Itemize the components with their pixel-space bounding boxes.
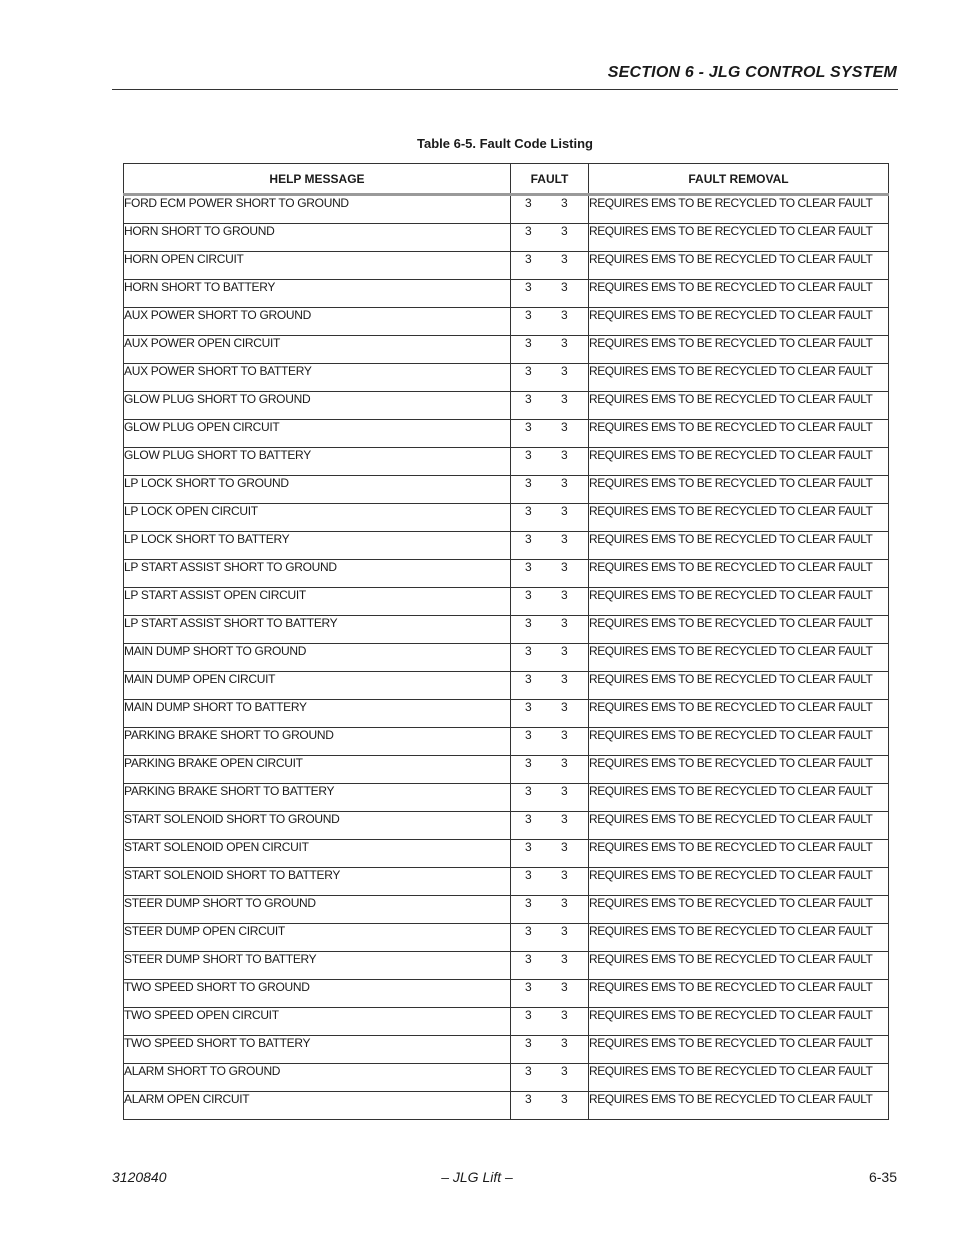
table-row <box>124 476 889 504</box>
fault-digit-1: 3 <box>525 616 532 630</box>
table-row <box>124 784 889 812</box>
fault-cell <box>511 840 589 868</box>
fault-digit-1: 3 <box>525 1064 532 1078</box>
fault-cell <box>511 924 589 952</box>
fault-code-table <box>123 163 889 1120</box>
table-header-row <box>124 164 889 195</box>
fault-digit-1: 3 <box>525 812 532 826</box>
fault-cell <box>511 1064 589 1092</box>
fault-cell <box>511 476 589 504</box>
fault-cell <box>511 195 589 224</box>
fault-digit-2: 3 <box>561 896 568 910</box>
fault-digit-2: 3 <box>561 588 568 602</box>
table-row <box>124 224 889 252</box>
table-row <box>124 952 889 980</box>
fault-removal-cell: REQUIRES EMS TO BE RECYCLED TO CLEAR FAULT <box>589 448 889 476</box>
fault-cell <box>511 280 589 308</box>
help-message-cell: TWO SPEED SHORT TO GROUND <box>124 980 511 1008</box>
fault-removal-cell: REQUIRES EMS TO BE RECYCLED TO CLEAR FAULT <box>589 728 889 756</box>
table-row <box>124 1092 889 1120</box>
column-header-fault-removal: FAULT REMOVAL <box>589 164 889 195</box>
table-row <box>124 504 889 532</box>
fault-digit-1: 3 <box>525 952 532 966</box>
fault-cell <box>511 1036 589 1064</box>
table-row <box>124 1036 889 1064</box>
help-message-cell: AUX POWER SHORT TO BATTERY <box>124 364 511 392</box>
table-row <box>124 588 889 616</box>
fault-digit-2: 3 <box>561 1008 568 1022</box>
fault-removal-cell: REQUIRES EMS TO BE RECYCLED TO CLEAR FAULT <box>589 840 889 868</box>
fault-digit-1: 3 <box>525 448 532 462</box>
fault-removal-cell: REQUIRES EMS TO BE RECYCLED TO CLEAR FAULT <box>589 336 889 364</box>
table-row <box>124 840 889 868</box>
table-row <box>124 448 889 476</box>
fault-digit-1: 3 <box>525 868 532 882</box>
fault-digit-2: 3 <box>561 308 568 322</box>
fault-digit-1: 3 <box>525 1036 532 1050</box>
fault-digit-1: 3 <box>525 840 532 854</box>
fault-cell <box>511 672 589 700</box>
fault-digit-2: 3 <box>561 1092 568 1106</box>
fault-digit-1: 3 <box>525 784 532 798</box>
fault-removal-cell: REQUIRES EMS TO BE RECYCLED TO CLEAR FAULT <box>589 420 889 448</box>
table-row <box>124 532 889 560</box>
fault-removal-cell: REQUIRES EMS TO BE RECYCLED TO CLEAR FAULT <box>589 364 889 392</box>
help-message-cell: PARKING BRAKE SHORT TO GROUND <box>124 728 511 756</box>
fault-digit-2: 3 <box>561 672 568 686</box>
fault-digit-1: 3 <box>525 392 532 406</box>
help-message-cell: GLOW PLUG OPEN CIRCUIT <box>124 420 511 448</box>
fault-removal-cell: REQUIRES EMS TO BE RECYCLED TO CLEAR FAULT <box>589 224 889 252</box>
fault-digit-1: 3 <box>525 560 532 574</box>
help-message-cell: HORN SHORT TO BATTERY <box>124 280 511 308</box>
fault-cell <box>511 560 589 588</box>
fault-removal-cell: REQUIRES EMS TO BE RECYCLED TO CLEAR FAULT <box>589 980 889 1008</box>
fault-digit-2: 3 <box>561 280 568 294</box>
table-row <box>124 420 889 448</box>
fault-digit-2: 3 <box>561 700 568 714</box>
help-message-cell: LP START ASSIST OPEN CIRCUIT <box>124 588 511 616</box>
fault-digit-1: 3 <box>525 336 532 350</box>
document-number: 3120840 <box>112 1169 167 1185</box>
fault-digit-2: 3 <box>561 336 568 350</box>
fault-digit-1: 3 <box>525 588 532 602</box>
fault-cell <box>511 952 589 980</box>
fault-digit-2: 3 <box>561 952 568 966</box>
fault-cell <box>511 980 589 1008</box>
fault-cell <box>511 420 589 448</box>
fault-removal-cell: REQUIRES EMS TO BE RECYCLED TO CLEAR FAULT <box>589 280 889 308</box>
help-message-cell: MAIN DUMP SHORT TO BATTERY <box>124 700 511 728</box>
table-row <box>124 924 889 952</box>
fault-digit-1: 3 <box>525 700 532 714</box>
help-message-cell: ALARM SHORT TO GROUND <box>124 1064 511 1092</box>
fault-removal-cell: REQUIRES EMS TO BE RECYCLED TO CLEAR FAULT <box>589 1008 889 1036</box>
table-row <box>124 252 889 280</box>
fault-cell <box>511 336 589 364</box>
fault-removal-cell: REQUIRES EMS TO BE RECYCLED TO CLEAR FAULT <box>589 252 889 280</box>
fault-removal-cell: REQUIRES EMS TO BE RECYCLED TO CLEAR FAULT <box>589 560 889 588</box>
fault-cell <box>511 392 589 420</box>
fault-digit-2: 3 <box>561 616 568 630</box>
table-row <box>124 392 889 420</box>
fault-digit-2: 3 <box>561 812 568 826</box>
fault-removal-cell: REQUIRES EMS TO BE RECYCLED TO CLEAR FAULT <box>589 644 889 672</box>
fault-removal-cell: REQUIRES EMS TO BE RECYCLED TO CLEAR FAULT <box>589 952 889 980</box>
help-message-cell: AUX POWER OPEN CIRCUIT <box>124 336 511 364</box>
fault-cell <box>511 308 589 336</box>
fault-cell <box>511 364 589 392</box>
fault-digit-2: 3 <box>561 728 568 742</box>
fault-cell <box>511 504 589 532</box>
table-row <box>124 336 889 364</box>
table-row <box>124 560 889 588</box>
fault-digit-2: 3 <box>561 392 568 406</box>
help-message-cell: GLOW PLUG SHORT TO GROUND <box>124 392 511 420</box>
fault-cell <box>511 252 589 280</box>
fault-digit-2: 3 <box>561 868 568 882</box>
fault-removal-cell: REQUIRES EMS TO BE RECYCLED TO CLEAR FAULT <box>589 308 889 336</box>
section-title: SECTION 6 - JLG CONTROL SYSTEM <box>607 64 897 81</box>
help-message-cell: MAIN DUMP SHORT TO GROUND <box>124 644 511 672</box>
fault-removal-cell: REQUIRES EMS TO BE RECYCLED TO CLEAR FAULT <box>589 392 889 420</box>
fault-removal-cell: REQUIRES EMS TO BE RECYCLED TO CLEAR FAULT <box>589 868 889 896</box>
table-row <box>124 364 889 392</box>
help-message-cell: TWO SPEED OPEN CIRCUIT <box>124 1008 511 1036</box>
help-message-cell: PARKING BRAKE OPEN CIRCUIT <box>124 756 511 784</box>
fault-cell <box>511 224 589 252</box>
fault-digit-1: 3 <box>525 532 532 546</box>
fault-removal-cell: REQUIRES EMS TO BE RECYCLED TO CLEAR FAULT <box>589 924 889 952</box>
fault-digit-2: 3 <box>561 560 568 574</box>
table-row <box>124 672 889 700</box>
fault-digit-2: 3 <box>561 504 568 518</box>
fault-digit-1: 3 <box>525 756 532 770</box>
fault-digit-1: 3 <box>525 504 532 518</box>
fault-digit-2: 3 <box>561 532 568 546</box>
help-message-cell: HORN OPEN CIRCUIT <box>124 252 511 280</box>
help-message-cell: LP START ASSIST SHORT TO GROUND <box>124 560 511 588</box>
page-number: 6-35 <box>868 1169 897 1185</box>
fault-removal-cell: REQUIRES EMS TO BE RECYCLED TO CLEAR FAULT <box>589 588 889 616</box>
help-message-cell: HORN SHORT TO GROUND <box>124 224 511 252</box>
fault-cell <box>511 700 589 728</box>
table-row <box>124 1064 889 1092</box>
table-row <box>124 812 889 840</box>
help-message-cell: START SOLENOID SHORT TO GROUND <box>124 812 511 840</box>
fault-removal-cell: REQUIRES EMS TO BE RECYCLED TO CLEAR FAULT <box>589 784 889 812</box>
fault-digit-2: 3 <box>561 840 568 854</box>
column-header-help-message: HELP MESSAGE <box>124 164 511 195</box>
help-message-cell: TWO SPEED SHORT TO BATTERY <box>124 1036 511 1064</box>
fault-digit-2: 3 <box>561 252 568 266</box>
help-message-cell: LP LOCK SHORT TO BATTERY <box>124 532 511 560</box>
table-row <box>124 1008 889 1036</box>
header-divider <box>112 89 898 90</box>
table-row <box>124 896 889 924</box>
fault-digit-1: 3 <box>525 924 532 938</box>
help-message-cell: LP LOCK SHORT TO GROUND <box>124 476 511 504</box>
fault-cell <box>511 644 589 672</box>
fault-removal-cell: REQUIRES EMS TO BE RECYCLED TO CLEAR FAULT <box>589 1064 889 1092</box>
fault-cell <box>511 896 589 924</box>
fault-removal-cell: REQUIRES EMS TO BE RECYCLED TO CLEAR FAULT <box>589 1036 889 1064</box>
fault-digit-2: 3 <box>561 476 568 490</box>
fault-cell <box>511 728 589 756</box>
fault-digit-2: 3 <box>561 756 568 770</box>
fault-digit-1: 3 <box>525 420 532 434</box>
help-message-cell: LP LOCK OPEN CIRCUIT <box>124 504 511 532</box>
fault-digit-1: 3 <box>525 1008 532 1022</box>
table-row <box>124 868 889 896</box>
fault-digit-2: 3 <box>561 924 568 938</box>
fault-removal-cell: REQUIRES EMS TO BE RECYCLED TO CLEAR FAULT <box>589 756 889 784</box>
footer-brand: – JLG Lift – <box>441 1169 513 1185</box>
fault-digit-1: 3 <box>525 364 532 378</box>
table-row <box>124 700 889 728</box>
fault-cell <box>511 1008 589 1036</box>
fault-cell <box>511 588 589 616</box>
fault-removal-cell: REQUIRES EMS TO BE RECYCLED TO CLEAR FAULT <box>589 616 889 644</box>
help-message-cell: FORD ECM POWER SHORT TO GROUND <box>124 195 511 224</box>
fault-removal-cell: REQUIRES EMS TO BE RECYCLED TO CLEAR FAULT <box>589 476 889 504</box>
fault-digit-2: 3 <box>561 784 568 798</box>
help-message-cell: GLOW PLUG SHORT TO BATTERY <box>124 448 511 476</box>
table-row <box>124 644 889 672</box>
fault-removal-cell: REQUIRES EMS TO BE RECYCLED TO CLEAR FAULT <box>589 672 889 700</box>
fault-removal-cell: REQUIRES EMS TO BE RECYCLED TO CLEAR FAULT <box>589 532 889 560</box>
fault-digit-1: 3 <box>525 672 532 686</box>
fault-digit-1: 3 <box>525 280 532 294</box>
fault-cell <box>511 448 589 476</box>
fault-digit-2: 3 <box>561 196 568 210</box>
fault-digit-2: 3 <box>561 448 568 462</box>
fault-digit-1: 3 <box>525 308 532 322</box>
fault-digit-1: 3 <box>525 476 532 490</box>
help-message-cell: PARKING BRAKE SHORT TO BATTERY <box>124 784 511 812</box>
table-title: Table 6-5. Fault Code Listing <box>417 136 593 151</box>
fault-removal-cell: REQUIRES EMS TO BE RECYCLED TO CLEAR FAULT <box>589 700 889 728</box>
fault-digit-2: 3 <box>561 364 568 378</box>
fault-removal-cell: REQUIRES EMS TO BE RECYCLED TO CLEAR FAULT <box>589 195 889 224</box>
fault-digit-2: 3 <box>561 1064 568 1078</box>
table-row <box>124 280 889 308</box>
help-message-cell: STEER DUMP OPEN CIRCUIT <box>124 924 511 952</box>
fault-digit-1: 3 <box>525 252 532 266</box>
fault-digit-1: 3 <box>525 1092 532 1106</box>
fault-removal-cell: REQUIRES EMS TO BE RECYCLED TO CLEAR FAULT <box>589 1092 889 1120</box>
fault-cell <box>511 616 589 644</box>
help-message-cell: AUX POWER SHORT TO GROUND <box>124 308 511 336</box>
fault-cell <box>511 532 589 560</box>
help-message-cell: START SOLENOID OPEN CIRCUIT <box>124 840 511 868</box>
fault-cell <box>511 756 589 784</box>
fault-removal-cell: REQUIRES EMS TO BE RECYCLED TO CLEAR FAULT <box>589 812 889 840</box>
table-row <box>124 756 889 784</box>
fault-cell <box>511 784 589 812</box>
fault-cell <box>511 812 589 840</box>
fault-cell <box>511 1092 589 1120</box>
table-row <box>124 308 889 336</box>
fault-digit-1: 3 <box>525 196 532 210</box>
fault-digit-2: 3 <box>561 224 568 238</box>
fault-cell <box>511 868 589 896</box>
fault-digit-1: 3 <box>525 896 532 910</box>
help-message-cell: ALARM OPEN CIRCUIT <box>124 1092 511 1120</box>
table-body <box>124 195 889 1120</box>
fault-removal-cell: REQUIRES EMS TO BE RECYCLED TO CLEAR FAULT <box>589 896 889 924</box>
help-message-cell: START SOLENOID SHORT TO BATTERY <box>124 868 511 896</box>
fault-digit-1: 3 <box>525 644 532 658</box>
fault-digit-1: 3 <box>525 224 532 238</box>
column-header-fault: FAULT <box>511 164 589 195</box>
fault-digit-2: 3 <box>561 1036 568 1050</box>
fault-digit-2: 3 <box>561 644 568 658</box>
help-message-cell: STEER DUMP SHORT TO BATTERY <box>124 952 511 980</box>
table-row <box>124 980 889 1008</box>
fault-removal-cell: REQUIRES EMS TO BE RECYCLED TO CLEAR FAULT <box>589 504 889 532</box>
fault-digit-1: 3 <box>525 728 532 742</box>
table-row <box>124 728 889 756</box>
help-message-cell: STEER DUMP SHORT TO GROUND <box>124 896 511 924</box>
table-row <box>124 195 889 224</box>
fault-digit-2: 3 <box>561 980 568 994</box>
fault-digit-2: 3 <box>561 420 568 434</box>
fault-digit-1: 3 <box>525 980 532 994</box>
help-message-cell: LP START ASSIST SHORT TO BATTERY <box>124 616 511 644</box>
table-row <box>124 616 889 644</box>
help-message-cell: MAIN DUMP OPEN CIRCUIT <box>124 672 511 700</box>
